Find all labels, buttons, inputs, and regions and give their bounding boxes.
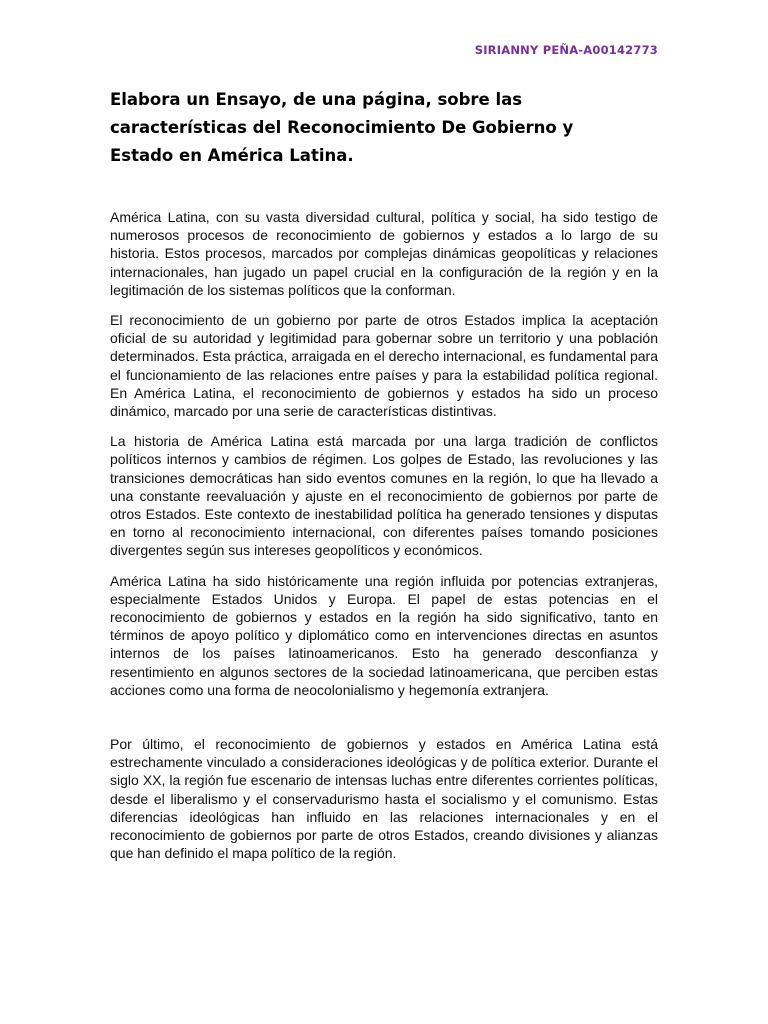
paragraph-5: Por último, el reconocimiento de gobiernos y estados en América Latina está estrechamente vinculado a consideraciones ideológicas y de política exterior. Durante el siglo XX, la región fue escenario de intensas luchas entre diferentes corrientes políticas, desde el liberalismo y el conservadurismo hasta el socialismo y el comunismo. Estas diferencias ideológicas han influido en las relaciones internacionales y en el reconocimiento de gobiernos por parte de otros Estados, creando divisiones y alianzas que han definido el mapa político de la región. [110,736,658,862]
essay-body [110,208,658,875]
paragraph-4: América Latina ha sido históricamente una región influida por potencias extranjeras, especialmente Estados Unidos y Europa. El papel de estas potencias en el reconocimiento de gobiernos y estados en la región ha sido significativo, tanto en términos de apoyo político y diplomático como en intervenciones directas en asuntos internos de los países latinoamericanos. Esto ha generado desconfianza y resentimiento en algunos sectores de la sociedad latinoamericana, que perciben estas acciones como una forma de neocolonialismo y hegemonía extranjera. [110,572,658,698]
paragraph-3: La historia de América Latina está marcada por una larga tradición de conflictos políticos internos y cambios de régimen. Los golpes de Estado, las revoluciones y las transiciones democráticas han sido eventos comunes en la región, lo que ha llevado a una constante reevaluación y ajuste en el reconocimiento de gobiernos por parte de otros Estados. Este contexto de inestabilidad política ha generado tensiones y disputas en torno al reconocimiento internacional, con diferentes países tomando posiciones divergentes según sus intereses geopolíticos y económicos. [110,433,658,559]
paragraph-2: El reconocimiento de un gobierno por parte de otros Estados implica la aceptación oficial de su autoridad y legitimidad para gobernar sobre un territorio y una población determinados. Esta práctica, arraigada en el derecho internacional, es fundamental para el funcionamiento de las relaciones entre países y para la estabilidad política regional. En América Latina, el reconocimiento de gobiernos y estados ha sido un proceso dinámico, marcado por una serie de características distintivas. [110,312,658,420]
paragraph-1: América Latina, con su vasta diversidad cultural, política y social, ha sido testigo de numerosos procesos de reconocimiento de gobiernos y estados a lo largo de su historia. Estos procesos, marcados por complejas dinámicas geopolíticas y relaciones internacionales, han jugado un papel crucial en la configuración de la región y en la legitimación de los sistemas políticos que la conforman. [110,209,658,298]
essay-title: Elabora un Ensayo, de una página, sobre las características del Reconocimiento De Gobierno y Estado en América Latina. [110,90,574,165]
author-header: SIRIANNY PEÑA-A00142773 [474,43,658,57]
